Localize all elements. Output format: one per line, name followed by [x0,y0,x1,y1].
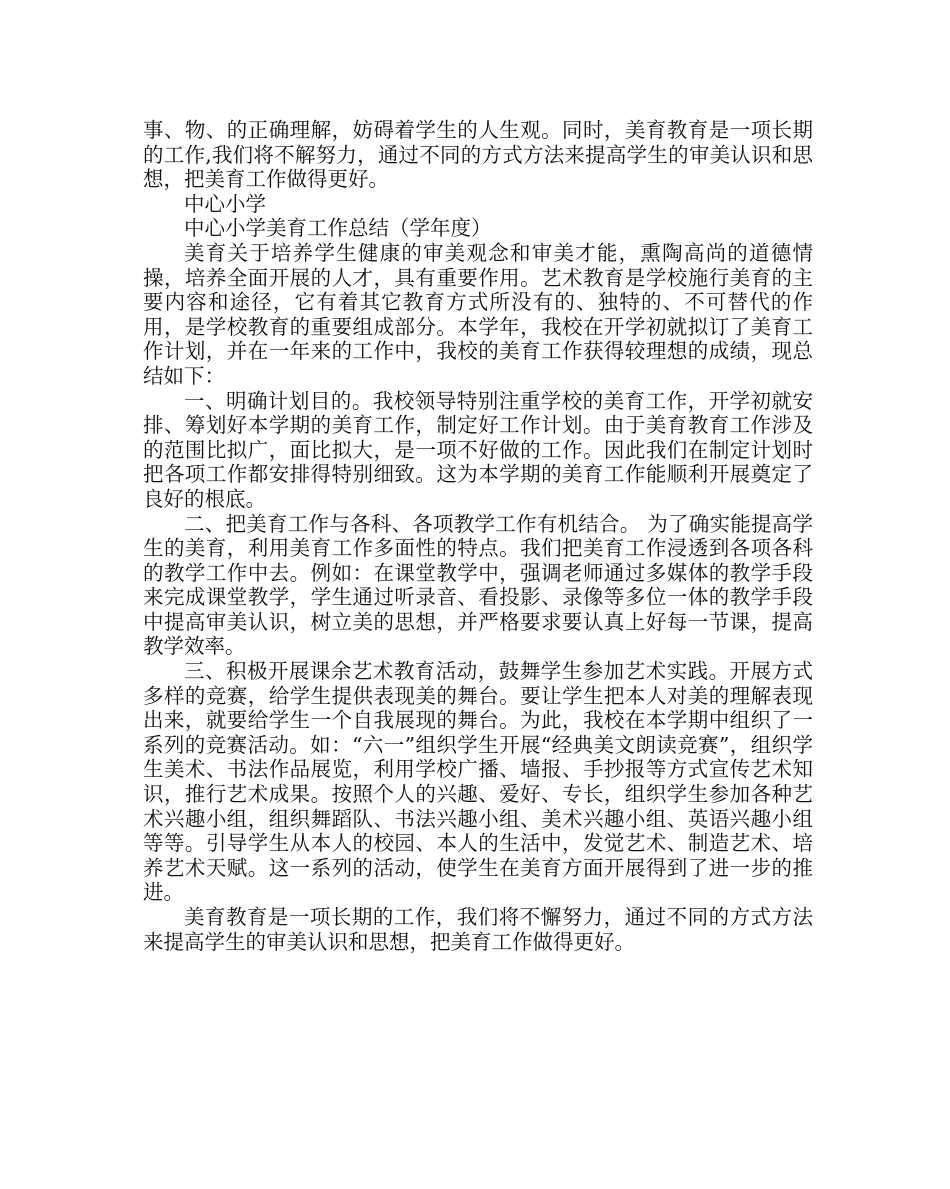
continuation-paragraph: 事、物、的正确理解，妨碍着学生的人生观。同时，美育教育是一项长期的工作,我们将不解努力，通过不同的方式方法来提高学生的审美认识和思想，把美育工作做得更好。 [143,118,813,192]
document-title-line: 中心小学美育工作总结（学年度） [184,216,492,241]
section-two-paragraph: 二、把美育工作与各科、各项教学工作有机结合。 为了确实能提高学生的美育，利用美育工作多面性的特点。我们把美育工作浸透到各项各科的教学工作中去。例如：在课堂教学中，强调老师通过多媒体的教学手段来完成课堂教学，学生通过听录音、看投影、录像等多位一体的教学手段中提高审美认识，树立美的思想，并严格要求要认真上好每一节课，提高教学效率。 [143,511,813,659]
section-one-paragraph: 一、明确计划目的。我校领导特别注重学校的美育工作，开学初就安排、筹划好本学期的美育工作，制定好工作计划。由于美育教育工作涉及的范围比拟广，面比拟大，是一项不好做的工作。因此我们在制定计划时把各项工作都安排得特别细致。这为本学期的美育工作能顺利开展奠定了良好的根底。 [143,388,813,511]
intro-paragraph: 美育关于培养学生健康的审美观念和审美才能，熏陶高尚的道德情操，培养全面开展的人才，具有重要作用。艺术教育是学校施行美育的主要内容和途径，它有着其它教育方式所没有的、独特的、不可替代的作用，是学校教育的重要组成部分。本学年，我校在开学初就拟订了美育工作计划，并在一年来的工作中，我校的美育工作获得较理想的成绩，现总结如下： [143,240,813,388]
document-page [143,118,813,954]
conclusion-paragraph: 美育教育是一项长期的工作，我们将不懈努力，通过不同的方式方法来提高学生的审美认识和思想，把美育工作做得更好。 [143,905,813,954]
section-three-paragraph: 三、积极开展课余艺术教育活动，鼓舞学生参加艺术实践。开展方式多样的竞赛，给学生提供表现美的舞台。要让学生把本人对美的理解表现出来，就要给学生一个自我展现的舞台。为此，我校在本学期中组织了一系列的竞赛活动。如：“六一”组织学生开展“经典美文朗读竞赛”，组织学生美术、书法作品展览，利用学校广播、墙报、手抄报等方式宣传艺术知识，推行艺术成果。按照个人的兴趣、爱好、专长，组织学生参加各种艺术兴趣小组，组织舞蹈队、书法兴趣小组、美术兴趣小组、英语兴趣小组等等。引导学生从本人的校园、本人的生活中，发觉艺术、制造艺术、培养艺术天赋。这一系列的活动，使学生在美育方面开展得到了进一步的推进。 [143,659,813,905]
school-name-line: 中心小学 [184,191,266,216]
